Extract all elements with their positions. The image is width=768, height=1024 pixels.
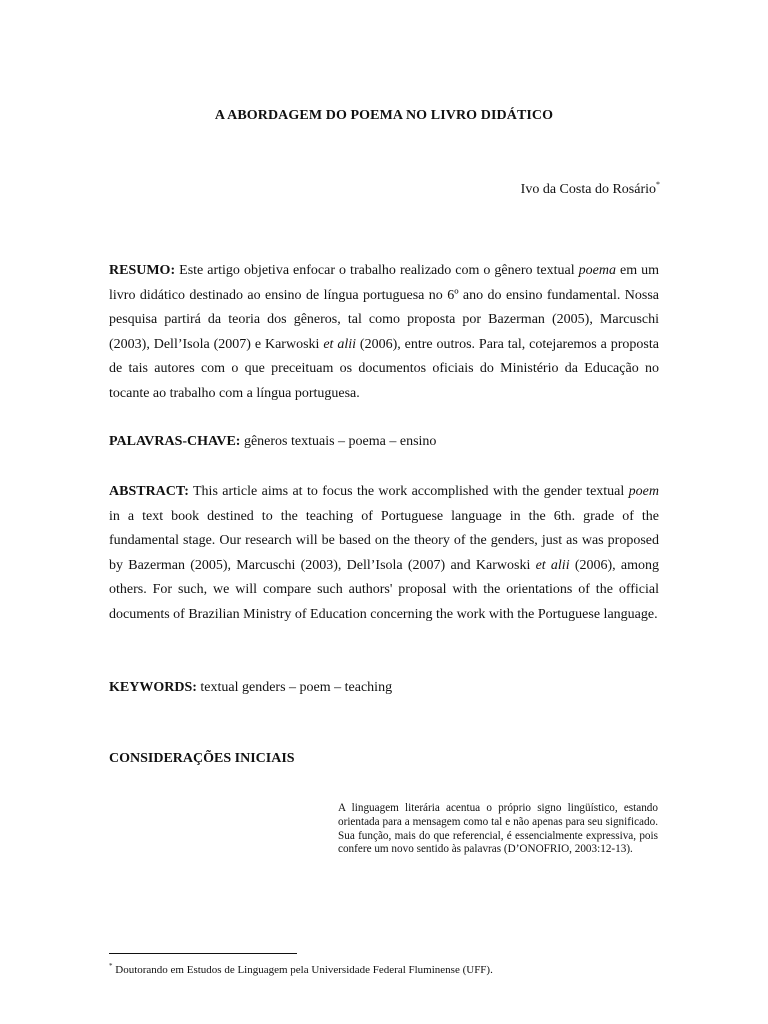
palavras-chave-paragraph: [109, 430, 659, 455]
resumo-label: RESUMO:: [109, 263, 176, 278]
palavras-chave-label: PALAVRAS-CHAVE:: [109, 434, 241, 449]
resumo-emphasis: et alii: [323, 336, 356, 352]
abstract-text: (2006), among others. For such, we will compare such authors' proposal with the orientations of the official documents of Brazilian Ministry of Education concerning the work with the Portuguese language.: [109, 557, 659, 622]
footnote-divider: [109, 953, 297, 954]
author-name: Ivo da Costa do Rosário: [520, 182, 656, 197]
palavras-chave-text: gêneros textuais – poema – ensino: [240, 434, 437, 449]
abstract-text: This article aims at to focus the work accomplished with the gender textual: [188, 484, 629, 499]
epigraph-quote: A linguagem literária acentua o próprio signo lingüístico, estando orientada para a mensagem como tal e não apenas para seu significado. Sua função, mais do que referencial, é essencialmente expressiva, pois confere um novo sentido às palavras (D’ONOFRIO, 2003:12-13).: [338, 802, 658, 856]
footnote-mark: *: [109, 962, 113, 970]
abstract-emphasis: poem: [628, 484, 659, 499]
keywords-paragraph: [109, 676, 659, 701]
resumo-text: Este artigo objetiva enfocar o trabalho realizado com o gênero textual: [175, 263, 579, 278]
section-heading: CONSIDERAÇÕES INICIAIS: [109, 751, 295, 766]
author-footnote-mark: *: [656, 180, 660, 189]
resumo-text: (2006), entre outros. Para tal, cotejaremos a proposta de tais autores com o que preceituam os documentos oficiais do Ministério da Educação no tocante ao trabalho com a língua portuguesa.: [109, 336, 659, 401]
abstract-emphasis: et alii: [535, 557, 570, 573]
paper-title: A ABORDAGEM DO POEMA NO LIVRO DIDÁTICO: [214, 108, 554, 123]
footnote-text: Doutorando em Estudos de Linguagem pela Universidade Federal Fluminense (UFF).: [112, 964, 493, 976]
keywords-label: KEYWORDS:: [109, 680, 197, 695]
abstract-text: in a text book destined to the teaching of Portuguese language in the 6th. grade of the fundamental stage. Our research will be based on the theory of the genders, just as was proposed by Bazerman (2005), Marcuschi (2003), Dell’Isola (2007) and Karwoski: [109, 508, 659, 573]
resumo-emphasis: poema: [578, 263, 616, 278]
author-line: [521, 180, 660, 198]
resumo-text: em um livro didático destinado ao ensino de língua portuguesa no 6º ano do ensino fundamental. Nossa pesquisa partirá da teoria dos gêneros, tal como proposta por Bazerman (2005), Marcuschi (2003), Dell’Isola (2007) e Karwoski: [109, 263, 659, 352]
abstract-paragraph: [109, 480, 659, 627]
footnote: [109, 962, 659, 976]
resumo-paragraph: [109, 259, 659, 406]
keywords-text: textual genders – poem – teaching: [196, 680, 393, 695]
abstract-label: ABSTRACT:: [109, 484, 189, 499]
